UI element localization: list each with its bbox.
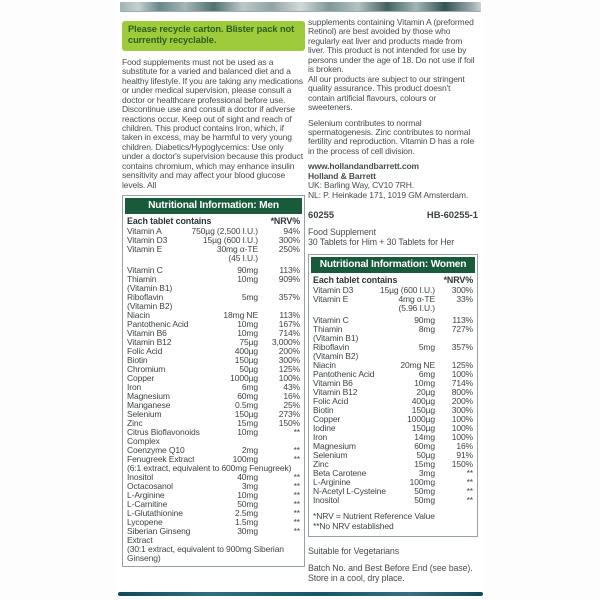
nutrient-name: Inositol: [127, 473, 153, 483]
nutrient-nrv: 250%: [278, 244, 300, 255]
nutrient-amount: 15mg: [414, 459, 435, 470]
nutrient-name: Copper: [313, 415, 341, 425]
nutrient-nrv: 33%: [456, 294, 473, 305]
tablet-count: 30 Tablets for Him + 30 Tablets for Her: [308, 237, 455, 248]
col-header-nutrient: Each tablet contains: [127, 216, 212, 227]
nutrient-name: Magnesium: [313, 442, 356, 452]
nutrient-name: Vitamin C: [313, 316, 349, 326]
nutrient-amount-line2: (5.96 I.U.): [398, 303, 435, 314]
nutrient-row: [125, 473, 302, 482]
nutrient-amount: 40mg: [237, 472, 258, 483]
footnote-nrv-definition: *NRV = Nutrient Reference Value: [313, 511, 435, 522]
nutrient-row: [125, 236, 302, 245]
nrv-footnotes: [311, 512, 475, 533]
nutrient-amount: 8mg: [418, 324, 435, 335]
nutrient-row: [311, 325, 475, 334]
nutrient-nrv: 91%: [456, 450, 473, 461]
nutrient-name: Niacin: [313, 361, 336, 371]
nutrient-row: [311, 442, 475, 451]
carton-bottom-edge: [118, 592, 483, 596]
nutrient-name: Iron: [127, 383, 142, 393]
nutrient-amount: 75µg: [239, 337, 258, 348]
nutrient-amount: 400µg: [411, 396, 435, 407]
table-rows-women: [311, 286, 475, 505]
nutrient-name: L-Arginine: [313, 478, 351, 488]
nutrient-nrv: 727%: [451, 324, 473, 335]
nutrient-name: Riboflavin: [313, 343, 350, 353]
nutrient-amount: 6mg: [241, 382, 258, 393]
nutrient-amount: 2mg: [241, 445, 258, 456]
nutrient-nrv: 200%: [278, 346, 300, 357]
nutrient-amount: 10mg: [414, 378, 435, 389]
nutrient-nrv: 273%: [278, 409, 300, 420]
nutrient-name: Coenzyme Q10: [127, 446, 185, 456]
nutrient-amount: 90mg: [237, 265, 258, 276]
supplement-info: [308, 227, 478, 247]
nutrient-name-line2: Complex: [127, 437, 160, 447]
recycle-notice: Please recycle carton. Blister pack not currently recyclable.: [122, 21, 305, 51]
nutrient-name: Vitamin B6: [127, 329, 167, 339]
nutrient-name: Zinc: [127, 419, 143, 429]
nutrient-nrv: 909%: [278, 274, 300, 285]
nutrient-amount: 50mg: [237, 499, 258, 510]
nutrient-amount: 100mg: [409, 477, 435, 488]
nutrient-row: [311, 286, 475, 295]
nutrient-row: [311, 451, 475, 460]
nutrient-nrv: 200%: [451, 396, 473, 407]
nutrient-name: Vitamin E: [127, 245, 163, 255]
nutrient-nrv: 113%: [279, 310, 300, 321]
nutrient-name: Fenugreek Extract: [127, 455, 195, 465]
nutrient-nrv: 125%: [451, 360, 473, 371]
nutrient-name: Vitamin B6: [313, 379, 353, 389]
nutrient-name: Niacin: [127, 311, 150, 321]
nutrient-amount: 3mg: [418, 468, 435, 479]
nutrient-name: Lycopene: [127, 518, 163, 528]
nutrient-row: [311, 433, 475, 442]
nutrient-row: [311, 496, 475, 505]
nutrient-name: Chromium: [127, 365, 166, 375]
nutrient-amount: 6mg: [418, 369, 435, 380]
nutrient-row: [125, 356, 302, 365]
nutrient-name: Vitamin B12: [313, 388, 358, 398]
vegetarian-statement: Suitable for Vegetarians: [308, 545, 400, 556]
nutrient-row: [311, 343, 475, 352]
nutrient-amount-continued: [311, 304, 475, 313]
nutrient-nrv: 714%: [451, 378, 473, 389]
nutrient-amount: 150µg: [411, 405, 435, 416]
nutrient-name: Vitamin A: [127, 227, 162, 237]
nutrient-nrv: 300%: [451, 285, 473, 296]
nutrient-amount: 50µg: [239, 364, 258, 375]
nutrient-name: Biotin: [127, 356, 148, 366]
nutrition-table-men: [122, 195, 305, 567]
nutrient-row: [311, 406, 475, 415]
nutrient-nrv: 100%: [451, 432, 473, 443]
nutrient-nrv: 94%: [283, 226, 300, 237]
nutrient-amount-line2: (45 I.U.): [228, 253, 258, 264]
nutrient-name: Manganese: [127, 401, 171, 411]
nutrient-nrv: 100%: [278, 373, 300, 384]
nutrient-name-line2: (Vitamin B1): [127, 284, 173, 294]
nutrient-row: [125, 482, 302, 491]
nutrient-nrv: 150%: [451, 459, 473, 470]
nutrient-name: Iodine: [313, 424, 336, 434]
nutrient-nrv: **: [293, 454, 300, 465]
nutrient-nrv: 113%: [279, 265, 300, 276]
nutrient-amount: 30mg α-TE: [216, 244, 258, 255]
nutrient-name: Folic Acid: [127, 347, 163, 357]
nutrient-name: Folic Acid: [313, 397, 349, 407]
footnote-no-nrv: **No NRV established: [313, 520, 394, 531]
nutrient-name: Vitamin D3: [127, 236, 168, 246]
nutrient-amount: 4mg α-TE: [398, 294, 435, 305]
nutrition-table-women: [308, 254, 478, 537]
nutrient-row: [125, 245, 302, 254]
nutrient-amount: 0.5mg: [234, 400, 258, 411]
nutrient-name: Vitamin B12: [127, 338, 172, 348]
nutrient-row: [125, 401, 302, 410]
nutrient-name: Selenium: [313, 451, 348, 461]
health-claims-paragraph: Selenium contributes to normal spermatogenesis. Zinc contributes to normal fertility and reproduction. Vitamin D has a role in the process of cell division.: [308, 117, 475, 156]
nutrient-name: Octacosanol: [127, 482, 173, 492]
nutrient-name: L-Carnitine: [127, 500, 168, 510]
nutrient-name-continued: [125, 437, 302, 446]
nutrient-row: [311, 469, 475, 478]
nutrient-name: Vitamin D3: [313, 286, 354, 296]
nutrient-nrv: 800%: [451, 387, 473, 398]
nutrient-row: [125, 491, 302, 500]
nutrient-amount: 50mg: [414, 495, 435, 506]
nutrient-amount: 10mg: [237, 328, 258, 339]
nutrient-nrv: **: [466, 477, 473, 488]
nutrient-amount: 20mg NE: [400, 360, 435, 371]
product-code-left: 60255: [308, 209, 335, 221]
nutrient-name-line2: (Vitamin B1): [313, 334, 359, 344]
quality-assurance-paragraph: All our products are subject to our stringent quality assurance. This product doesn't contain artificial flavours, colours or sweeteners.: [308, 73, 465, 113]
nutrient-amount: 18mg NE: [223, 310, 258, 321]
nutrient-nrv: **: [466, 468, 473, 479]
nutrient-nrv: 357%: [278, 292, 300, 303]
nutrient-name: Vitamin E: [313, 295, 349, 305]
nutrient-amount: 15µg (600 I.U.): [379, 285, 435, 296]
supplement-type: Food Supplement: [308, 227, 376, 238]
nutrient-amount: 5mg: [241, 292, 258, 303]
nutrient-row: [125, 446, 302, 455]
nutrient-row: [125, 311, 302, 320]
nutrient-amount: 1000µg: [407, 414, 435, 425]
nutrient-row: [125, 374, 302, 383]
nutrient-amount: 10mg: [237, 274, 258, 285]
nutrient-nrv: **: [466, 495, 473, 506]
nutrient-nrv: 167%: [278, 319, 300, 330]
nutrient-amount: 3mg: [241, 481, 258, 492]
nutrient-nrv: **: [293, 445, 300, 456]
product-code-right: HB-60255-1: [426, 209, 478, 221]
nutrient-row: [125, 509, 302, 518]
nutrient-amount: 60mg: [237, 391, 258, 402]
right-column: [308, 18, 478, 583]
address-nl: NL: P. Heinkade 171, 1019 GM Amsterdam.: [308, 189, 469, 200]
nutrient-row: [125, 383, 302, 392]
nutrient-nrv: **: [293, 481, 300, 492]
nutrient-nrv: **: [293, 526, 300, 537]
nutrient-name: Magnesium: [127, 392, 170, 402]
company-name: Holland & Barrett: [308, 170, 376, 181]
nutrient-row: [125, 338, 302, 347]
storage-info: [308, 564, 478, 584]
nutrient-amount: 50mg: [414, 486, 435, 497]
nutrient-name: Beta Carotene: [313, 469, 367, 479]
nutrient-amount: 20µg: [416, 387, 435, 398]
nutrient-nrv: 100%: [451, 423, 473, 434]
nutrient-amount: 60mg: [414, 441, 435, 452]
nutrient-row: [125, 500, 302, 509]
nutrient-nrv: **: [293, 427, 300, 438]
nutrient-nrv: 43%: [283, 382, 300, 393]
nutrient-name: Riboflavin: [127, 293, 164, 303]
supplement-box-back-label: [117, 0, 485, 600]
nutrient-amount: 50µg: [416, 450, 435, 461]
nutrient-row: [311, 397, 475, 406]
nutrient-nrv: **: [293, 508, 300, 519]
nutrient-name: L-Glutathionine: [127, 509, 183, 519]
nutrient-amount: 150µg: [234, 355, 258, 366]
vitamin-a-advisory-paragraph: supplements containing Vitamin A (preformed Retinol) are best avoided by those who regularly eat liver and products made from liver. This product is not intended for use by persons under the age of 18. Do not use if foil is broken.: [308, 17, 475, 75]
nutrient-amount: 10mg: [237, 490, 258, 501]
nutrient-nrv: 100%: [451, 369, 473, 380]
nutrient-name-continued: [311, 334, 475, 343]
nutrient-nrv: 125%: [278, 364, 300, 375]
nutrient-row: [311, 361, 475, 370]
table-rows-men: [125, 227, 302, 563]
nutrient-amount: 2.5mg: [234, 508, 258, 519]
left-column: [122, 21, 305, 567]
nutrient-row: [311, 379, 475, 388]
nutrient-name: Siberian Ginseng: [127, 527, 191, 537]
nutrient-amount: 10mg: [237, 319, 258, 330]
nutrient-row: [311, 388, 475, 397]
nutrient-row: [311, 487, 475, 496]
col-header-nrv: *NRV%: [270, 216, 300, 227]
nutrient-row: [125, 365, 302, 374]
nutrient-name: Zinc: [313, 460, 329, 470]
nutrient-amount: 150µg: [411, 423, 435, 434]
nutrient-amount: 1.5mg: [234, 517, 258, 528]
col-header-nrv: *NRV%: [443, 275, 473, 286]
nutrient-row: [311, 295, 475, 304]
nutrient-name: Vitamin C: [127, 266, 163, 276]
col-header-nutrient: Each tablet contains: [313, 275, 398, 286]
nutrient-nrv: 300%: [278, 235, 300, 246]
nutrient-row: [311, 478, 475, 487]
nutrient-row: [311, 370, 475, 379]
nutrient-row: [311, 424, 475, 433]
nutrient-row: [125, 392, 302, 401]
nutrient-row: [125, 347, 302, 356]
nutrient-name-line2: (Vitamin B2): [127, 302, 173, 312]
nutrient-name-continued: [125, 284, 302, 293]
nutrient-name: Thiamin: [313, 325, 343, 335]
nutrient-row: [125, 266, 302, 275]
nutrient-row: [311, 460, 475, 469]
nutrient-amount: 15mg: [237, 418, 258, 429]
nutrient-nrv: 150%: [278, 418, 300, 429]
nutrient-nrv: 113%: [452, 315, 473, 326]
nutrient-amount: 1000µg: [230, 373, 258, 384]
nutrient-name: Iron: [313, 433, 328, 443]
nutrient-nrv: 25%: [283, 400, 300, 411]
carton-top-edge: [120, 2, 481, 11]
batch-note: Batch No. and Best Before End (see base).: [308, 562, 473, 573]
nutrient-nrv: 300%: [451, 405, 473, 416]
nutrient-name: Thiamin: [127, 275, 157, 285]
nutrient-name: Citrus Bioflavonoids: [127, 428, 200, 438]
nutrient-amount: 150µg: [234, 409, 258, 420]
nutrient-nrv: 16%: [283, 391, 300, 402]
nutrient-nrv: 100%: [451, 414, 473, 425]
nutrient-name-continued: [125, 302, 302, 311]
nutrient-note: (6:1 extract, equivalent to 600mg Fenugreek): [127, 463, 292, 474]
nutrient-nrv-spacer: [435, 304, 473, 313]
nutrient-nrv: 3,000%: [271, 337, 300, 348]
website-url: www.hollandandbarrett.com: [308, 161, 419, 172]
nutrient-nrv: **: [466, 486, 473, 497]
nutrient-nrv: 357%: [451, 342, 473, 353]
nutrient-name: Inositol: [313, 496, 339, 506]
nutrient-nrv: **: [293, 517, 300, 528]
nutrient-amount: 14mg: [414, 432, 435, 443]
nutrient-row: [125, 293, 302, 302]
nutrient-name: Pantothenic Acid: [127, 320, 189, 330]
nutrient-amount-continued: [125, 254, 302, 263]
nutrient-nrv: 16%: [456, 441, 473, 452]
storage-note: Store in a cool, dry place.: [308, 572, 405, 583]
nutrient-nrv: **: [293, 499, 300, 510]
nutrient-row: [311, 415, 475, 424]
nutrient-amount: 30mg: [237, 526, 258, 537]
nutrient-amount: 100mg: [232, 454, 258, 465]
nutrient-nrv-spacer: [258, 254, 300, 263]
nutrient-nrv: 714%: [278, 328, 300, 339]
nutrient-amount: 15µg (600 I.U.): [202, 235, 258, 246]
nutrient-name: Copper: [127, 374, 155, 384]
nutrient-nrv: **: [293, 490, 300, 501]
nutrient-name-line2: (Vitamin B2): [313, 352, 359, 362]
nutrient-row: [125, 275, 302, 284]
nutrient-amount: 750µg (2,500 I.U.): [191, 226, 258, 237]
nutrient-row: [125, 428, 302, 437]
nutrient-name: Selenium: [127, 410, 162, 420]
nutrient-name: L-Arginine: [127, 491, 165, 501]
nutrient-name: Pantothenic Acid: [313, 370, 375, 380]
nutrient-row: [125, 419, 302, 428]
nutrient-row: [125, 320, 302, 329]
nutrient-amount: 90mg: [414, 315, 435, 326]
nutrient-name-continued: [311, 352, 475, 361]
warning-paragraph: Food supplements must not be used as a substitute for a varied and balanced diet and a healthy lifestyle. If you are taking any medications or under medical supervision, please consult a doctor or healthcare professional before use. Discontinue use and consult a doctor if adverse reactions occur. Keep out of sight and reach of children. This product contains Iron, which, if taken in excess, may be harmful to very young children. Diabetics/Hypoglycemics: Use only under a doctor's supervision because this product contains chromium, which may enhance insulin sensitivity and may affect your blood glucose levels. All: [122, 56, 303, 190]
table-title-men: Nutritional Information: Men: [125, 198, 302, 214]
table-title-women: Nutritional Information: Women: [311, 257, 475, 273]
nutrient-name: Biotin: [313, 406, 334, 416]
nutrient-name: N-Acetyl L-Cysteine: [313, 487, 386, 497]
nutrient-note: (30:1 extract, equivalent to 900mg Siberian Ginseng): [127, 544, 284, 564]
nutrient-amount: 5mg: [418, 342, 435, 353]
nutrient-nrv: **: [293, 472, 300, 483]
nutrient-amount: 400µg: [234, 346, 258, 357]
nutrient-row: [311, 316, 475, 325]
product-codes: [308, 209, 478, 220]
nutrient-row: [125, 527, 302, 536]
nutrient-amount: 10mg: [237, 427, 258, 438]
nutrient-row: [125, 518, 302, 527]
nutrient-name-line2: Extract: [127, 536, 153, 546]
nutrient-nrv: 300%: [278, 355, 300, 366]
address-uk: UK: Barling Way, CV10 7RH.: [308, 180, 414, 191]
nutrient-row: [125, 410, 302, 419]
